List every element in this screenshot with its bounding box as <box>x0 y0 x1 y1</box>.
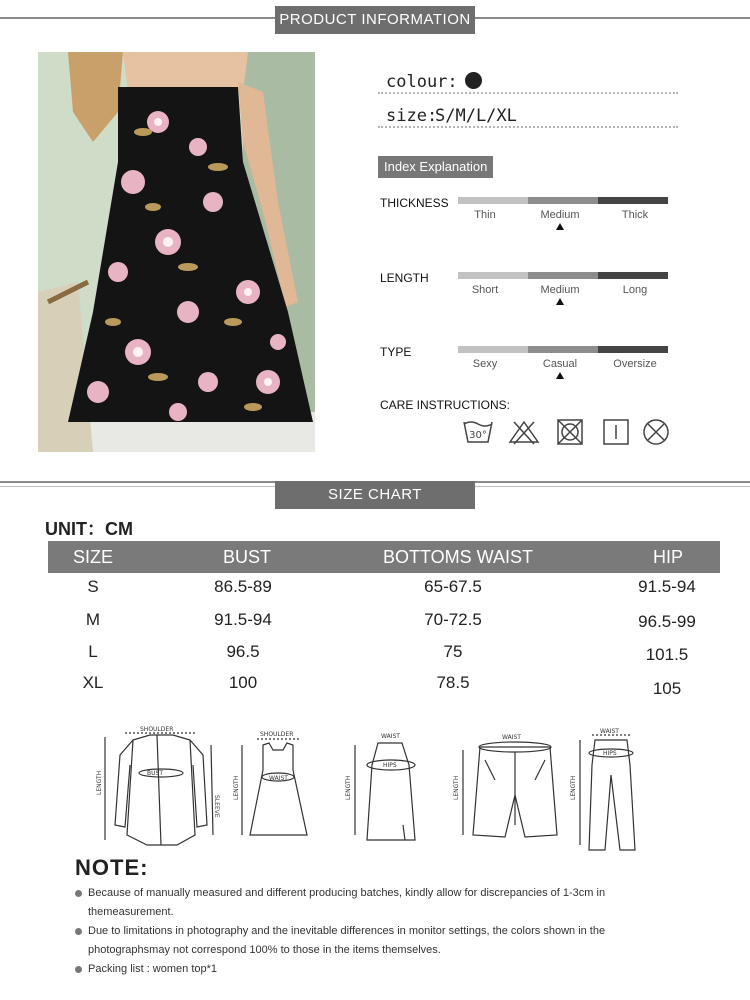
diagram-length-3: LENGTH <box>345 775 352 800</box>
jacket-diagram <box>105 733 213 845</box>
header-size: SIZE <box>73 547 114 567</box>
diagram-shoulder-1: SHOULDER <box>140 726 174 733</box>
diagram-length-1: LENGTH <box>96 770 103 795</box>
index-option: Casual <box>542 358 578 370</box>
header-bottoms-waist: BOTTOMS WAIST <box>383 547 534 567</box>
index-option: Medium <box>540 209 580 221</box>
diagram-waist-3: WAIST <box>381 733 400 740</box>
size-label: size: <box>386 106 438 126</box>
colour-swatch <box>465 72 482 89</box>
index-label: LENGTH <box>380 271 429 285</box>
index-segment <box>528 346 598 353</box>
index-marker <box>556 298 564 305</box>
index-option: Sexy <box>472 358 498 370</box>
index-option: Medium <box>540 284 580 296</box>
table-cell: S <box>87 577 99 596</box>
header-hip: HIP <box>653 547 684 567</box>
no-dry-clean-icon <box>640 418 672 446</box>
index-option: Short <box>471 284 499 296</box>
table-cell: 105 <box>652 679 682 698</box>
diagram-waist-5: WAIST <box>600 728 619 735</box>
note-line-continued: themeasurement. <box>88 906 174 918</box>
wash-30-icon <box>462 418 494 446</box>
index-option: Thin <box>474 209 496 221</box>
diagram-bust-1: BUST <box>147 770 163 777</box>
size-table-header <box>48 541 720 573</box>
size-value: S/M/L/XL <box>435 106 517 126</box>
table-cell: 91.5-94 <box>214 610 272 629</box>
note-line: Because of manually measured and different producing batches, kindly allow for discrepancies of 1-3cm in <box>88 887 606 899</box>
index-marker <box>556 223 564 230</box>
size-dotline <box>378 126 678 128</box>
product-photo <box>38 52 315 452</box>
diagram-length-2: LENGTH <box>233 775 240 800</box>
table-cell: 100 <box>228 673 258 692</box>
diagram-hips-5: HIPS <box>603 750 617 757</box>
note-bullet <box>75 966 82 973</box>
diagram-hips-3: HIPS <box>383 762 397 769</box>
line-dry-icon <box>600 418 632 446</box>
svg-text:30°: 30° <box>469 430 487 441</box>
index-segment <box>458 197 528 204</box>
index-option: Oversize <box>613 358 657 370</box>
table-cell: 96.5 <box>226 642 260 661</box>
index-segment <box>458 346 528 353</box>
index-segment <box>598 346 668 353</box>
skirt-diagram <box>355 743 415 840</box>
no-bleach-icon <box>508 418 540 446</box>
table-cell: 70-72.5 <box>424 610 482 629</box>
product-info-banner: PRODUCT INFORMATION <box>275 6 475 34</box>
index-label: THICKNESS <box>380 196 449 210</box>
table-cell: 96.5-99 <box>638 612 696 631</box>
colour-dotline <box>378 92 678 94</box>
index-option: Long <box>622 284 648 296</box>
note-line: Due to limitations in photography and the inevitable differences in monitor settings, the colors shown in the <box>88 925 606 937</box>
note-bullet <box>75 928 82 935</box>
no-tumble-dry-icon <box>554 418 586 446</box>
table-cell: XL <box>82 673 104 692</box>
note-line-continued: photographsmay not correspond 100% to those in the items themselves. <box>88 944 441 956</box>
index-segment <box>598 197 668 204</box>
table-cell: 75 <box>443 642 463 661</box>
note-bullet <box>75 890 82 897</box>
table-cell: 65-67.5 <box>424 577 482 596</box>
index-segment <box>458 272 528 279</box>
index-label: TYPE <box>380 345 412 359</box>
diagram-waist-4: WAIST <box>502 734 521 741</box>
shorts-diagram <box>463 742 557 837</box>
diagram-sleeve-1: SLEEVE <box>213 795 220 818</box>
colour-label: colour: <box>386 72 458 92</box>
table-cell: 91.5-94 <box>638 577 696 596</box>
size-chart-banner: SIZE CHART <box>275 481 475 509</box>
unit-label: UNIT：CM <box>45 519 133 539</box>
note-line: Packing list : women top*1 <box>88 963 218 975</box>
dress-diagram <box>242 739 307 835</box>
index-segment <box>598 272 668 279</box>
table-cell: 101.5 <box>645 645 689 664</box>
measurement-diagrams <box>95 725 655 855</box>
diagram-length-5: LENGTH <box>570 775 577 800</box>
header-bust: BUST <box>223 547 272 567</box>
table-cell: L <box>88 642 98 661</box>
index-segment <box>528 272 598 279</box>
care-icons <box>462 418 672 450</box>
index-explanation-label: Index Explanation <box>378 156 493 178</box>
table-cell: 78.5 <box>436 673 470 692</box>
index-marker <box>556 372 564 379</box>
care-instructions-label: CARE INSTRUCTIONS: <box>380 398 511 412</box>
index-option: Thick <box>621 209 649 221</box>
note-title: NOTE: <box>75 855 149 880</box>
diagram-waist-2: WAIST <box>269 775 288 782</box>
table-cell: M <box>85 610 101 629</box>
index-segment <box>528 197 598 204</box>
table-cell: 86.5-89 <box>214 577 272 596</box>
diagram-shoulder-2: SHOULDER <box>260 731 294 738</box>
diagram-length-4: LENGTH <box>453 775 460 800</box>
